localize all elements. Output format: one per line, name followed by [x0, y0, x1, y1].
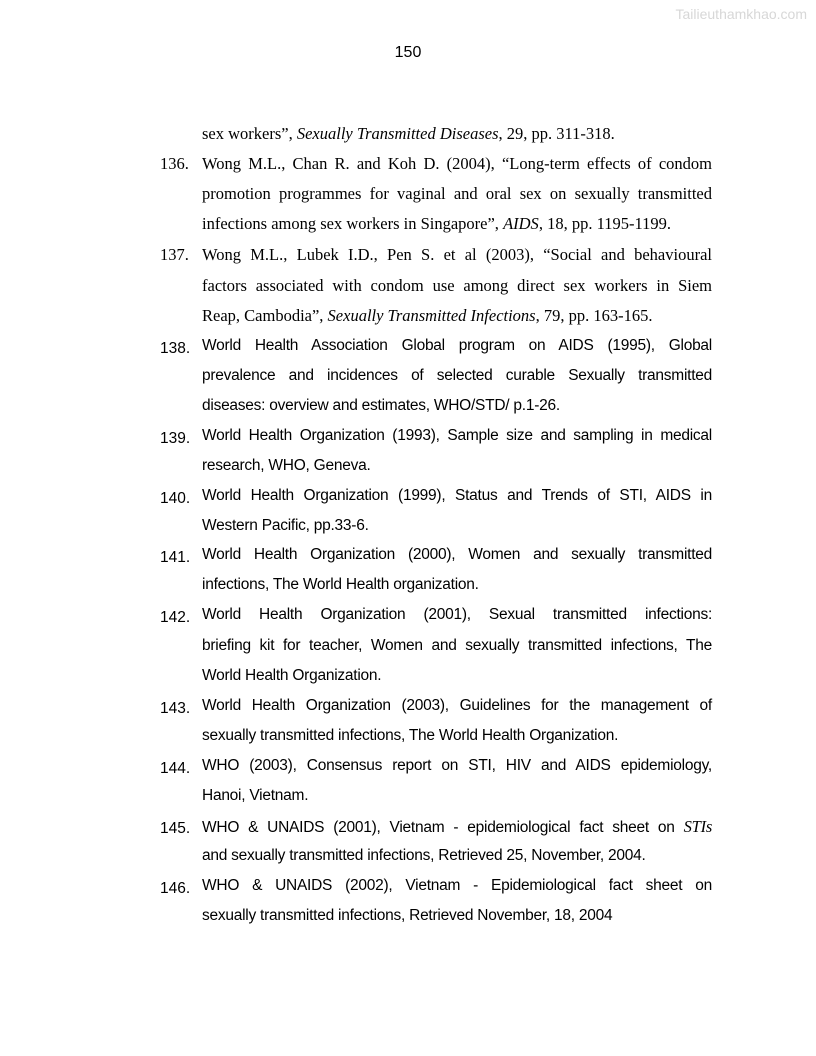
reference-line	[202, 276, 712, 296]
reference-number: 142.	[160, 609, 191, 626]
text-run: Western Pacific, pp.33-6.	[202, 517, 369, 534]
reference-line	[202, 306, 712, 326]
reference-line	[202, 184, 712, 204]
text-run: diseases: overview and estimates, WHO/STD/ p.1-26.	[202, 397, 560, 414]
reference-line	[202, 576, 712, 594]
reference-line	[202, 847, 712, 865]
text-run: World Health Organization (1999), Status and Trends of STI, AIDS in	[202, 487, 712, 504]
reference-line	[202, 154, 712, 174]
reference-number: 138.	[160, 340, 191, 357]
italic-text: Sexually Transmitted Infections	[327, 306, 536, 325]
reference-number: 146.	[160, 880, 191, 897]
text-run: factors associated with condom use among direct sex workers in Siem	[202, 276, 712, 295]
reference-line	[202, 606, 712, 624]
reference-line	[202, 517, 712, 535]
reference-number: 141.	[160, 549, 191, 566]
reference-line	[202, 697, 712, 715]
reference-number: 145.	[160, 820, 191, 837]
reference-number: 140.	[160, 490, 191, 507]
text-run: , 29, pp. 311-318.	[498, 124, 615, 143]
reference-line	[202, 817, 712, 837]
text-run: sexually transmitted infections, Retrieved November, 18, 2004	[202, 907, 613, 924]
reference-line	[202, 637, 712, 655]
text-run: promotion programmes for vaginal and oral sex on sexually transmitted	[202, 184, 712, 203]
reference-line	[202, 337, 712, 355]
reference-line	[202, 457, 712, 475]
reference-number: 143.	[160, 700, 191, 717]
reference-line	[202, 907, 712, 925]
reference-line	[202, 757, 712, 775]
reference-line	[202, 877, 712, 895]
reference-line	[202, 727, 712, 745]
text-run: Reap, Cambodia”,	[202, 306, 328, 325]
reference-line	[202, 487, 712, 505]
text-run: infections, The World Health organization.	[202, 576, 479, 593]
text-run: WHO & UNAIDS (2001), Vietnam - epidemiological fact sheet on	[202, 819, 684, 836]
reference-number: 139.	[160, 430, 191, 447]
text-run: Wong M.L., Lubek I.D., Pen S. et al (2003), “Social and behavioural	[202, 245, 712, 264]
text-run: research, WHO, Geneva.	[202, 457, 371, 474]
reference-number: 137.	[160, 245, 189, 264]
text-run: World Health Association Global program on AIDS (1995), Global	[202, 337, 712, 354]
reference-line	[202, 427, 712, 445]
text-run: prevalence and incidences of selected curable Sexually transmitted	[202, 367, 712, 384]
text-run: , 18, pp. 1195-1199.	[538, 214, 671, 233]
text-run: Hanoi, Vietnam.	[202, 787, 309, 804]
text-run: WHO & UNAIDS (2002), Vietnam - Epidemiological fact sheet on	[202, 877, 712, 894]
text-run: World Health Organization (1993), Sample size and sampling in medical	[202, 427, 712, 444]
reference-line	[202, 367, 712, 385]
text-run: World Health Organization (2003), Guidelines for the management of	[202, 697, 712, 714]
text-run: sexually transmitted infections, The World Health Organization.	[202, 727, 619, 744]
reference-number: 144.	[160, 760, 191, 777]
text-run: and sexually transmitted infections, Retrieved 25, November, 2004.	[202, 847, 646, 864]
text-run: WHO (2003), Consensus report on STI, HIV and AIDS epidemiology,	[202, 757, 712, 774]
text-run: Wong M.L., Chan R. and Koh D. (2004), “Long-term effects of condom	[202, 154, 712, 173]
text-run: World Health Organization.	[202, 667, 382, 684]
reference-line	[202, 214, 712, 234]
reference-line	[202, 787, 712, 805]
reference-line	[202, 245, 712, 265]
text-run: World Health Organization (2000), Women and sexually transmitted	[202, 546, 712, 563]
text-run: sex workers”,	[202, 124, 297, 143]
text-run: , 79, pp. 163-165.	[535, 306, 653, 325]
text-run: briefing kit for teacher, Women and sexually transmitted infections, The	[202, 637, 712, 654]
reference-line	[202, 124, 712, 144]
page-number: 150	[394, 44, 422, 61]
italic-text: STIs	[683, 817, 712, 836]
text-run: infections among sex workers in Singapore”,	[202, 214, 504, 233]
italic-text: Sexually Transmitted Diseases	[296, 124, 499, 143]
reference-line	[202, 397, 712, 415]
text-run: World Health Organization (2001), Sexual transmitted infections:	[202, 606, 712, 623]
reference-line	[202, 667, 712, 685]
reference-line	[202, 546, 712, 564]
reference-number: 136.	[160, 154, 189, 173]
italic-text: AIDS	[503, 214, 539, 233]
watermark: Tailieuthamkhao.com	[675, 6, 807, 22]
